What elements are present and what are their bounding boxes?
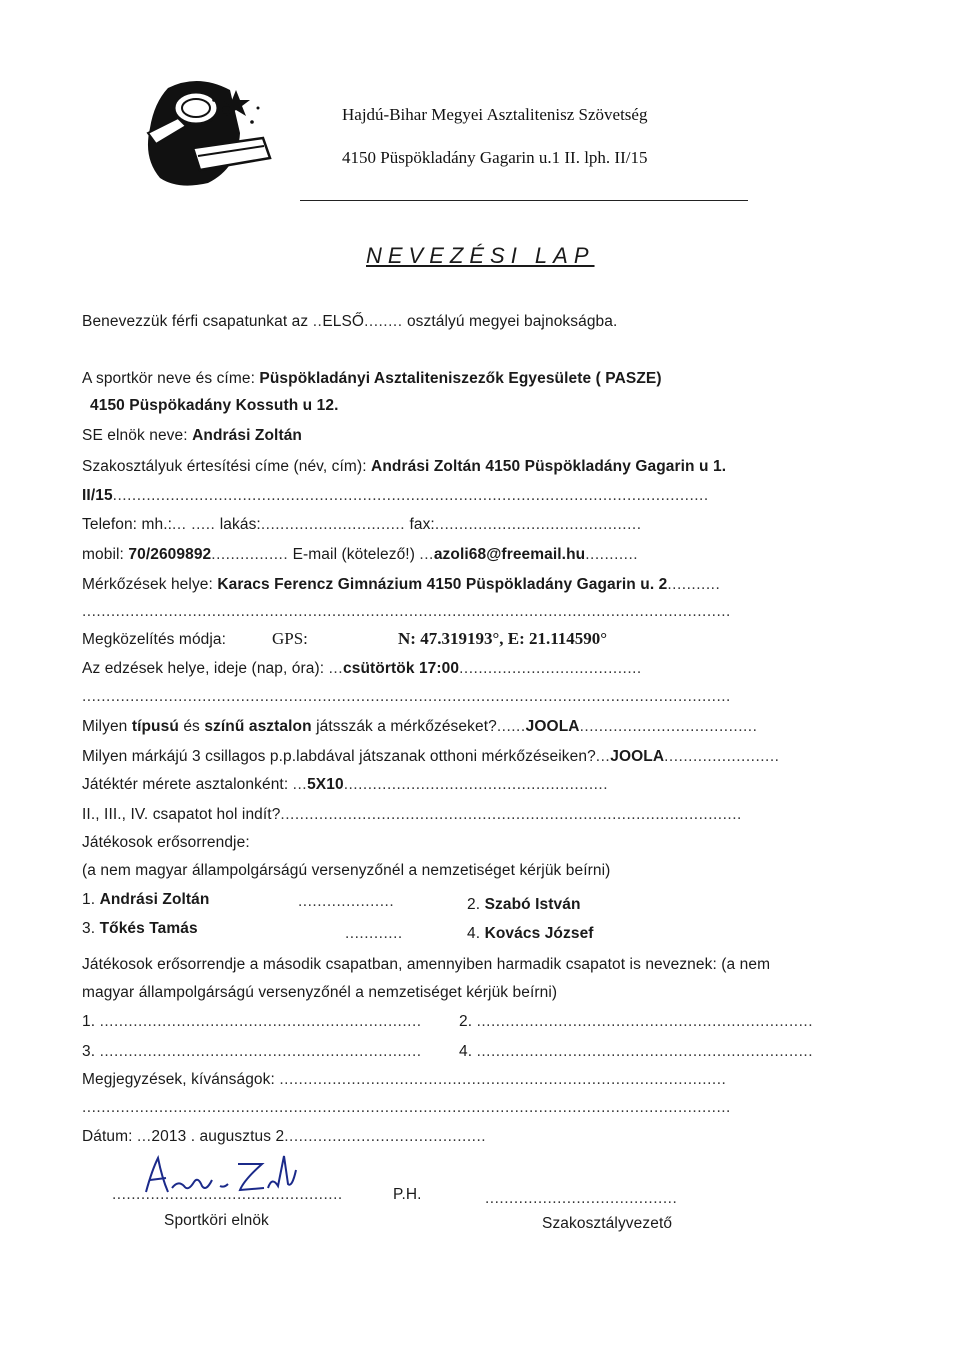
size-dots-1: ... (292, 776, 308, 793)
gps-e: E: 21.114590° (507, 629, 608, 648)
intro-value: ELSŐ (322, 313, 365, 330)
logo (138, 78, 288, 198)
email-label: E-mail (kötelező!) (292, 546, 415, 563)
player-1 (82, 891, 209, 909)
size-label: Játéktér mérete asztalonként: (82, 776, 289, 793)
ball-question: Milyen márkájú 3 csillagos p.p.labdával játszanak otthoni mérkőzéseiken? (82, 748, 596, 765)
stamp-placeholder: P.H. (393, 1186, 422, 1203)
fax-label: fax: (409, 516, 435, 533)
phone-dots-1: ... ..... (172, 516, 216, 533)
ball-dots-2: ........................ (664, 748, 780, 765)
teams-label: II., III., IV. csapatot hol indít? (82, 806, 281, 823)
second-slot-1-dots: ................................................................... (99, 1013, 422, 1030)
second-line-1: Játékosok erősorrendje a második csapatban, amennyiben harmadik csapatot is neveznek: (a nem (82, 956, 771, 973)
date-dots-2: .......................................... (284, 1128, 487, 1145)
size-line (82, 776, 608, 794)
table-line (82, 718, 757, 736)
order-title: Játékosok erősorrendje: (82, 834, 250, 851)
remarks-label: Megjegyzések, kívánságok: (82, 1071, 275, 1088)
intro-prefix: Benevezzük férfi csapatunkat az (82, 313, 309, 330)
training-value: csütörtök 17:00 (343, 660, 460, 677)
venue-line (82, 576, 720, 594)
date-line (82, 1128, 486, 1146)
notify-dots: ............................................................................................................................ (112, 487, 709, 504)
notify-value-2: II/15 (82, 487, 113, 504)
club-line (82, 370, 662, 388)
second-slot-3-dots: ................................................................... (99, 1043, 422, 1060)
ball-dots-1: ... (595, 748, 611, 765)
org-name: Hajdú-Bihar Megyei Asztalitenisz Szövetség (342, 105, 648, 124)
training-line-2: ....................................................................................................................................... (82, 688, 731, 705)
second-slot-2 (459, 1013, 813, 1031)
table-q-post: játsszák a mérkőzéseket? (316, 718, 497, 735)
signature-dots-left: ................................................ (112, 1186, 343, 1203)
mobile-label: mobil: (82, 546, 124, 563)
org-address: 4150 Püspökladány Gagarin u.1 II. lph. II/15 (342, 148, 648, 167)
table-q-color: színű asztalon (204, 718, 312, 735)
club-address: 4150 Püspökadány Kossuth u 12. (90, 397, 339, 414)
mobile-value: 70/2609892 (128, 546, 212, 563)
teams-line (82, 806, 742, 824)
intro-line (82, 313, 617, 331)
table-dots-2: ..................................... (579, 718, 758, 735)
training-dots-2: ...................................... (459, 660, 642, 677)
table-q-pre: Milyen (82, 718, 128, 735)
player-dots-34: ............ (345, 925, 403, 942)
second-slot-1 (82, 1013, 422, 1031)
notify-line-2 (82, 487, 709, 505)
player-4-name: Kovács József (484, 925, 594, 942)
training-line (82, 660, 642, 678)
phone-dots-3: ........................................... (434, 516, 642, 533)
player-dots-12: .................... (298, 893, 395, 910)
gps-n: N: 47.319193° (398, 629, 500, 648)
player-2-name: Szabó István (484, 896, 581, 913)
date-value: 2013 . augusztus 2 (151, 1128, 285, 1145)
venue-line-2: ....................................................................................................................................... (82, 603, 731, 620)
training-label: Az edzések helye, ideje (nap, óra): (82, 660, 325, 677)
player-4 (467, 925, 594, 943)
president-value: Andrási Zoltán (192, 427, 303, 444)
club-name: Püspökladányi Asztaliteniszezők Egyesülete ( PASZE) (259, 370, 662, 387)
player-2 (467, 896, 581, 914)
venue-value: Karacs Ferencz Gimnázium 4150 Püspökladány Gagarin u. 2 (217, 576, 668, 593)
home-label: lakás: (219, 516, 261, 533)
ball-line (82, 748, 779, 766)
notify-line (82, 458, 726, 476)
notify-label: Szakosztályuk értesítési címe (név, cím): (82, 458, 367, 475)
date-dots-1: ... (136, 1128, 152, 1145)
gps-label-approach: Megközelítés módja: (82, 631, 227, 648)
intro-suffix: osztályú megyei bajnokságba. (406, 313, 618, 330)
phone-line (82, 516, 642, 534)
signature-dots-right: ........................................ (485, 1190, 678, 1207)
mobile-line (82, 546, 638, 564)
president-line (82, 427, 302, 445)
second-slot-3 (82, 1043, 422, 1061)
right-sign-label: Szakosztályvezető (542, 1215, 673, 1232)
header-rule (300, 200, 748, 201)
mobile-dots-2: ... (419, 546, 434, 563)
size-value: 5X10 (307, 776, 344, 793)
second-slot-1-num: 1. (82, 1013, 96, 1030)
handwritten-signature (138, 1150, 308, 1200)
phone-label: Telefon: mh.: (82, 516, 173, 533)
gps-sep: , (499, 629, 504, 648)
gps-coordinates (398, 629, 607, 649)
player-4-num: 4. (467, 925, 481, 942)
size-dots-2: ....................................................... (343, 776, 609, 793)
second-slot-4-dots: ...................................................................... (476, 1043, 814, 1060)
mobile-dots-1: ................ (211, 546, 289, 563)
second-slot-2-dots: ...................................................................... (476, 1013, 814, 1030)
player-3-num: 3. (82, 920, 96, 937)
second-slot-3-num: 3. (82, 1043, 96, 1060)
ball-value: JOOLA (610, 748, 665, 765)
mobile-dots-3: ........... (585, 546, 639, 563)
left-sign-label: Sportköri elnök (164, 1212, 269, 1229)
notify-value: Andrási Zoltán 4150 Püspökladány Gagarin u 1. (371, 458, 727, 475)
intro-dots-1: .. (312, 313, 323, 330)
remarks-line-2: ....................................................................................................................................... (82, 1099, 731, 1116)
player-3-name: Tőkés Tamás (99, 920, 198, 937)
page-title: NEVEZÉSI LAP (366, 243, 595, 268)
player-1-num: 1. (82, 891, 96, 908)
second-slot-4 (459, 1043, 813, 1061)
table-q-type: típusú (131, 718, 179, 735)
email-value: azoli68@freemail.hu (433, 546, 586, 563)
second-line-2: magyar állampolgárságú versenyzőnél a nemzetiséget kérjük beírni) (82, 984, 558, 1001)
order-note: (a nem magyar állampolgárságú versenyzőnél a nemzetiséget kérjük beírni) (82, 862, 611, 879)
table-value: JOOLA (525, 718, 580, 735)
table-q-and: és (183, 718, 200, 735)
president-label: SE elnök neve: (82, 427, 188, 444)
player-1-name: Andrási Zoltán (99, 891, 210, 908)
phone-dots-2: .............................. (260, 516, 406, 533)
remarks-line (82, 1071, 726, 1089)
date-label: Dátum: (82, 1128, 133, 1145)
club-label: A sportkör neve és címe: (82, 370, 255, 387)
gps-label: GPS: (272, 629, 308, 648)
second-slot-4-num: 4. (459, 1043, 473, 1060)
gps-line (82, 631, 226, 649)
venue-label: Mérkőzések helye: (82, 576, 213, 593)
intro-dots-2: ........ (364, 313, 403, 330)
venue-dots: ........... (667, 576, 721, 593)
second-slot-2-num: 2. (459, 1013, 473, 1030)
player-2-num: 2. (467, 896, 481, 913)
player-3 (82, 920, 198, 938)
teams-dots: ................................................................................................ (280, 806, 742, 823)
training-dots-1: ... (328, 660, 344, 677)
remarks-dots: ............................................................................................. (279, 1071, 727, 1088)
table-dots-1: ...... (496, 718, 526, 735)
